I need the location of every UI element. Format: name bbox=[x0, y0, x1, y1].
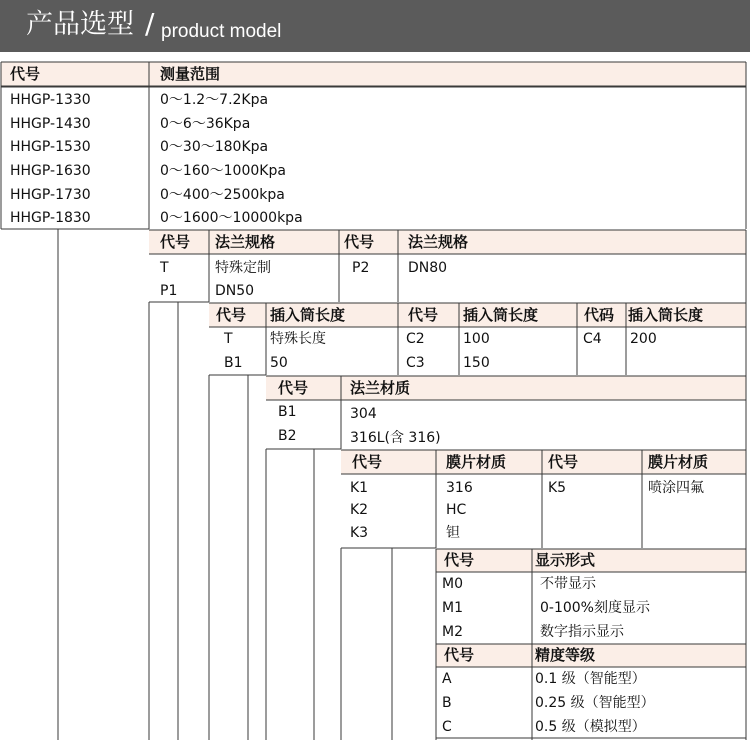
table3-cell-length: 150 bbox=[463, 355, 490, 371]
table2-cell-code: P2 bbox=[352, 260, 370, 276]
table4-header-material: 法兰材质 bbox=[350, 379, 411, 397]
table3-header-length: 插入筒长度 bbox=[270, 306, 346, 324]
table1-cell-range: 0～6～36Kpa bbox=[160, 116, 251, 132]
table6-cell-display: 不带显示 bbox=[540, 576, 596, 592]
table6-cell-display: 数字指示显示 bbox=[540, 624, 624, 640]
table7-cell-code: C bbox=[442, 719, 452, 735]
table1-cell-model: HHGP-1830 bbox=[10, 210, 91, 226]
table2-cell-flange: 特殊定制 bbox=[215, 260, 271, 276]
table7-cell-accuracy: 0.5 级（模拟型） bbox=[535, 719, 646, 735]
table1-cell-model: HHGP-1430 bbox=[10, 116, 91, 132]
table3-cell-length: 200 bbox=[630, 331, 657, 347]
table7-header-accuracy: 精度等级 bbox=[535, 646, 596, 664]
table1-cell-model: HHGP-1630 bbox=[10, 163, 91, 179]
table6-header-code: 代号 bbox=[444, 551, 475, 569]
table2-cell-flange: DN80 bbox=[408, 260, 448, 276]
table5-cell-code: K5 bbox=[548, 480, 567, 496]
table1-cell-range: 0～160～1000Kpa bbox=[160, 163, 286, 179]
table1-cell-range: 0～400～2500kpa bbox=[160, 187, 285, 203]
table4-header-code: 代号 bbox=[278, 379, 309, 397]
table4-cell-material: 304 bbox=[350, 406, 377, 422]
table4-cell-code: B1 bbox=[278, 404, 297, 420]
table2-header-flange: 法兰规格 bbox=[408, 233, 469, 251]
table2-header-flange: 法兰规格 bbox=[215, 233, 276, 251]
table3-cell-code: T bbox=[224, 331, 233, 347]
table5-cell-diaphragm: 喷涂四氟 bbox=[648, 480, 704, 496]
table1-cell-range: 0～30～180Kpa bbox=[160, 139, 269, 155]
table3-cell-length: 100 bbox=[463, 331, 490, 347]
table1-cell-model: HHGP-1330 bbox=[10, 92, 91, 108]
table7-cell-accuracy: 0.1 级（智能型） bbox=[535, 671, 646, 687]
table1-header-code: 代号 bbox=[10, 65, 41, 83]
table5-cell-code: K2 bbox=[350, 502, 369, 518]
table3-cell-code: C3 bbox=[406, 355, 425, 371]
table2-header-code: 代号 bbox=[160, 233, 191, 251]
table1-cell-range: 0～1600～10000kpa bbox=[160, 210, 303, 226]
table2-cell-flange: DN50 bbox=[215, 283, 255, 299]
table5-cell-diaphragm: 钽 bbox=[446, 525, 460, 541]
table6-cell-display: 0-100%刻度显示 bbox=[540, 600, 650, 616]
table2-cell-code: P1 bbox=[160, 283, 178, 299]
page-subtitle: product model bbox=[161, 21, 282, 42]
title-separator: / bbox=[145, 7, 155, 40]
table4-cell-material: 316L(含 316) bbox=[350, 430, 441, 446]
table3-header-code: 代号 bbox=[408, 306, 439, 324]
table7-cell-accuracy: 0.25 级（智能型） bbox=[535, 695, 655, 711]
table5-cell-diaphragm: HC bbox=[446, 502, 467, 518]
table6-cell-code: M0 bbox=[442, 576, 463, 592]
table3-header-length: 插入筒长度 bbox=[628, 306, 704, 324]
table1-header-range: 测量范围 bbox=[160, 65, 221, 83]
table5-header-diaphragm: 膜片材质 bbox=[648, 453, 709, 471]
page-title: 产品选型 bbox=[26, 9, 134, 40]
table1-cell-model: HHGP-1730 bbox=[10, 187, 91, 203]
table1-cell-range: 0～1.2～7.2Kpa bbox=[160, 92, 269, 108]
table6-cell-code: M2 bbox=[442, 624, 463, 640]
table5-header-diaphragm: 膜片材质 bbox=[446, 453, 507, 471]
table5-header-code: 代号 bbox=[352, 453, 383, 471]
table3-header-code: 代号 bbox=[216, 306, 247, 324]
table6-cell-code: M1 bbox=[442, 600, 463, 616]
table5-cell-code: K1 bbox=[350, 480, 369, 496]
table3-cell-code: C2 bbox=[406, 331, 425, 347]
table3-cell-code: B1 bbox=[224, 355, 243, 371]
table3-cell-code: C4 bbox=[583, 331, 602, 347]
table1-header-band bbox=[1, 62, 746, 86]
table5-cell-diaphragm: 316 bbox=[446, 480, 473, 496]
table4-header-band bbox=[266, 376, 746, 400]
table3-cell-length: 特殊长度 bbox=[270, 331, 326, 347]
table5-cell-code: K3 bbox=[350, 525, 369, 541]
table3-header-code: 代码 bbox=[584, 306, 615, 324]
table1-cell-model: HHGP-1530 bbox=[10, 139, 91, 155]
table6-header-display: 显示形式 bbox=[535, 551, 596, 569]
table3-header-length: 插入筒长度 bbox=[463, 306, 539, 324]
header-bands bbox=[1, 62, 746, 667]
table4-cell-code: B2 bbox=[278, 428, 297, 444]
table7-cell-code: A bbox=[442, 671, 452, 687]
table7-cell-code: B bbox=[442, 695, 452, 711]
table2-header-code: 代号 bbox=[344, 233, 375, 251]
table3-cell-length: 50 bbox=[270, 355, 288, 371]
table2-cell-code: T bbox=[160, 260, 169, 276]
grid-lines bbox=[1, 62, 746, 740]
table5-header-code: 代号 bbox=[548, 453, 579, 471]
table7-header-code: 代号 bbox=[444, 646, 475, 664]
